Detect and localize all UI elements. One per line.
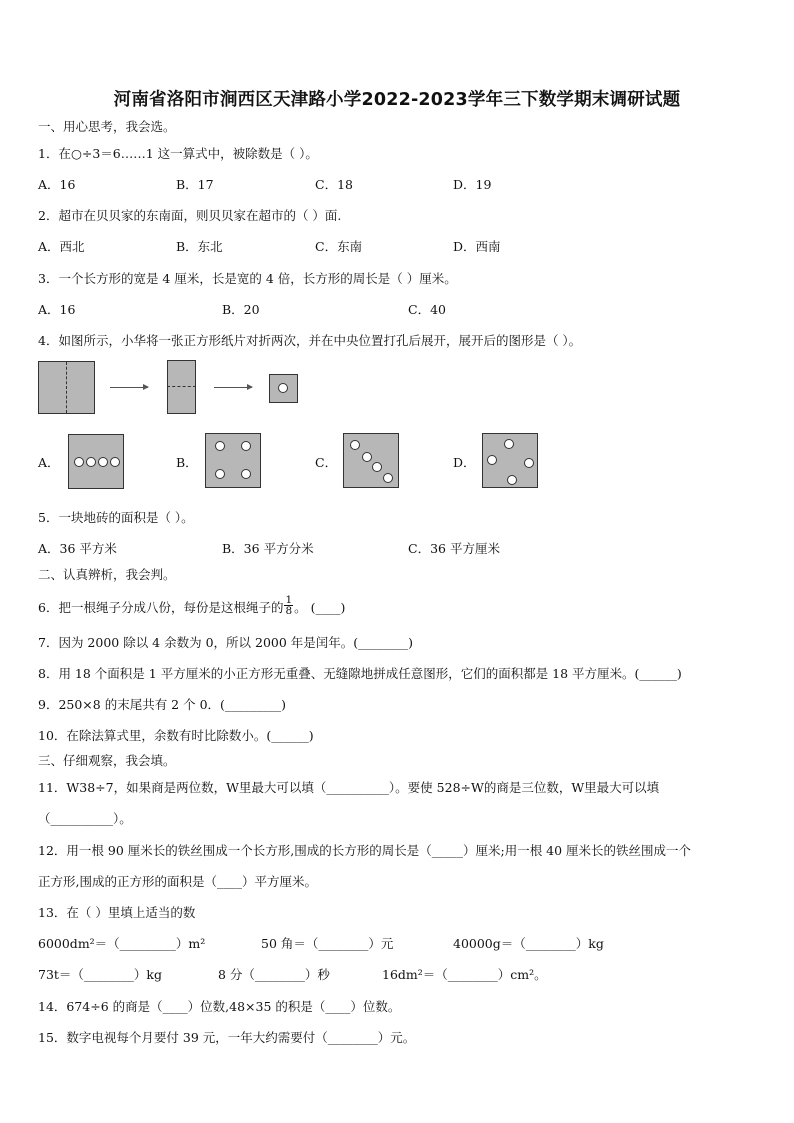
hole: [524, 458, 534, 468]
q4-option-d-label: D．: [453, 455, 476, 470]
question-10: 10．在除法算式里，余数有时比除数小。(______): [38, 728, 314, 743]
fraction: [284, 595, 293, 616]
q1-option-a: A．16: [38, 177, 76, 192]
q4-option-c-figure: [343, 433, 399, 488]
question-8: 8．用 18 个面积是 1 平方厘米的小正方形无重叠、无缝隙地拼成任意图形，它们的面积都是 18 平方厘米。(______): [38, 666, 682, 681]
q2-option-a: A．西北: [38, 239, 85, 254]
hole: [383, 473, 393, 483]
q4-option-d-figure: [482, 433, 538, 488]
q6-text: 6．把一根绳子分成八份，每份是这根绳子的: [38, 600, 284, 615]
hole: [241, 469, 251, 479]
q13-item: 50 角＝（________）元: [261, 936, 394, 951]
punched-hole: [278, 383, 288, 393]
hole: [507, 475, 517, 485]
paper-half: [167, 360, 196, 414]
question-9: 9．250×8 的末尾共有 2 个 0．(_________): [38, 697, 287, 712]
q3-option-c: C．40: [408, 302, 446, 317]
q13-item: 16dm²＝（________）cm²。: [382, 967, 547, 982]
section-heading: 二、认真辨析，我会判。: [38, 567, 176, 582]
q4-option-b-figure: [205, 433, 261, 488]
q4-option-c-label: C．: [315, 455, 338, 470]
q3-option-a: A．16: [38, 302, 76, 317]
question-3: 3．一个长方形的宽是 4 厘米，长是宽的 4 倍，长方形的周长是（ ）厘米。: [38, 271, 457, 286]
question-4: 4．如图所示，小华将一张正方形纸片对折两次，并在中央位置打孔后展开，展开后的图形是（ ）。: [38, 333, 582, 348]
q13-item: 6000dm²＝（_________）m²: [38, 936, 206, 951]
q3-option-b: B．20: [222, 302, 260, 317]
q2-option-c: C．东南: [315, 239, 363, 254]
hole: [86, 457, 96, 467]
question-12-line1: 12．用一根 90 厘米长的铁丝围成一个长方形,围成的长方形的周长是（_____）厘米;用一根 40 厘米长的铁丝围成一个: [38, 843, 692, 858]
hole: [372, 462, 382, 472]
question-14: 14．674÷6 的商是（____）位数,48×35 的积是（____）位数。: [38, 999, 401, 1014]
question-13: 13．在（ ）里填上适当的数: [38, 905, 196, 920]
q13-item: 40000g＝（________）kg: [453, 936, 604, 951]
arrow-right-icon: [110, 387, 148, 388]
fold-line-2: [167, 386, 196, 387]
question-11-line2: （__________）。: [38, 811, 132, 826]
q4-option-a-label: A．: [38, 455, 60, 470]
question-12-line2: 正方形,围成的正方形的面积是（____）平方厘米。: [38, 874, 317, 889]
question-7: 7．因为 2000 除以 4 余数为 0，所以 2000 年是闰年。(________): [38, 635, 414, 650]
section-heading: 三、仔细观察，我会填。: [38, 753, 176, 768]
hole: [74, 457, 84, 467]
hole: [241, 441, 251, 451]
q4-option-b-label: B．: [176, 455, 198, 470]
question-11-line1: 11．W38÷7，如果商是两位数，W里最大可以填（__________）。要使 528÷W的商是三位数，W里最大可以填: [38, 780, 660, 795]
q5-option-c: C．36 平方厘米: [408, 541, 500, 556]
page-title: 河南省洛阳市涧西区天津路小学2022-2023学年三下数学期末调研试题: [113, 90, 681, 110]
q13-item: 8 分（________）秒: [218, 967, 330, 982]
fold-line: [66, 362, 67, 413]
hole: [110, 457, 120, 467]
q1-option-c: C．18: [315, 177, 353, 192]
q1-option-d: D．19: [453, 177, 492, 192]
fraction-denominator: 8: [285, 605, 293, 617]
hole: [362, 452, 372, 462]
question-5: 5．一块地砖的面积是（ ）。: [38, 510, 194, 525]
q2-option-d: D．西南: [453, 239, 501, 254]
q13-item: 73t＝（________）kg: [38, 967, 163, 982]
hole: [215, 469, 225, 479]
question-1: 1．在○÷3＝6……1 这一算式中，被除数是（ ）。: [38, 146, 318, 161]
q2-option-b: B．东北: [176, 239, 223, 254]
section-heading: 一、用心思考，我会选。: [38, 119, 176, 134]
q5-option-a: A．36 平方米: [38, 541, 117, 556]
hole: [504, 439, 514, 449]
q4-option-a-figure: [68, 434, 124, 489]
q1-option-b: B．17: [176, 177, 214, 192]
hole: [350, 440, 360, 450]
question-15: 15．数字电视每个月要付 39 元，一年大约需要付（________）元。: [38, 1030, 416, 1045]
arrow-right-icon: [214, 387, 252, 388]
hole: [487, 455, 497, 465]
question-2: 2．超市在贝贝家的东南面，则贝贝家在超市的（ ）面.: [38, 208, 342, 223]
question-6: [38, 594, 346, 619]
fraction-numerator: 1: [285, 594, 293, 606]
q6-blank: 。 (____): [294, 600, 346, 615]
q5-option-b: B．36 平方分米: [222, 541, 314, 556]
hole: [215, 441, 225, 451]
hole: [98, 457, 108, 467]
